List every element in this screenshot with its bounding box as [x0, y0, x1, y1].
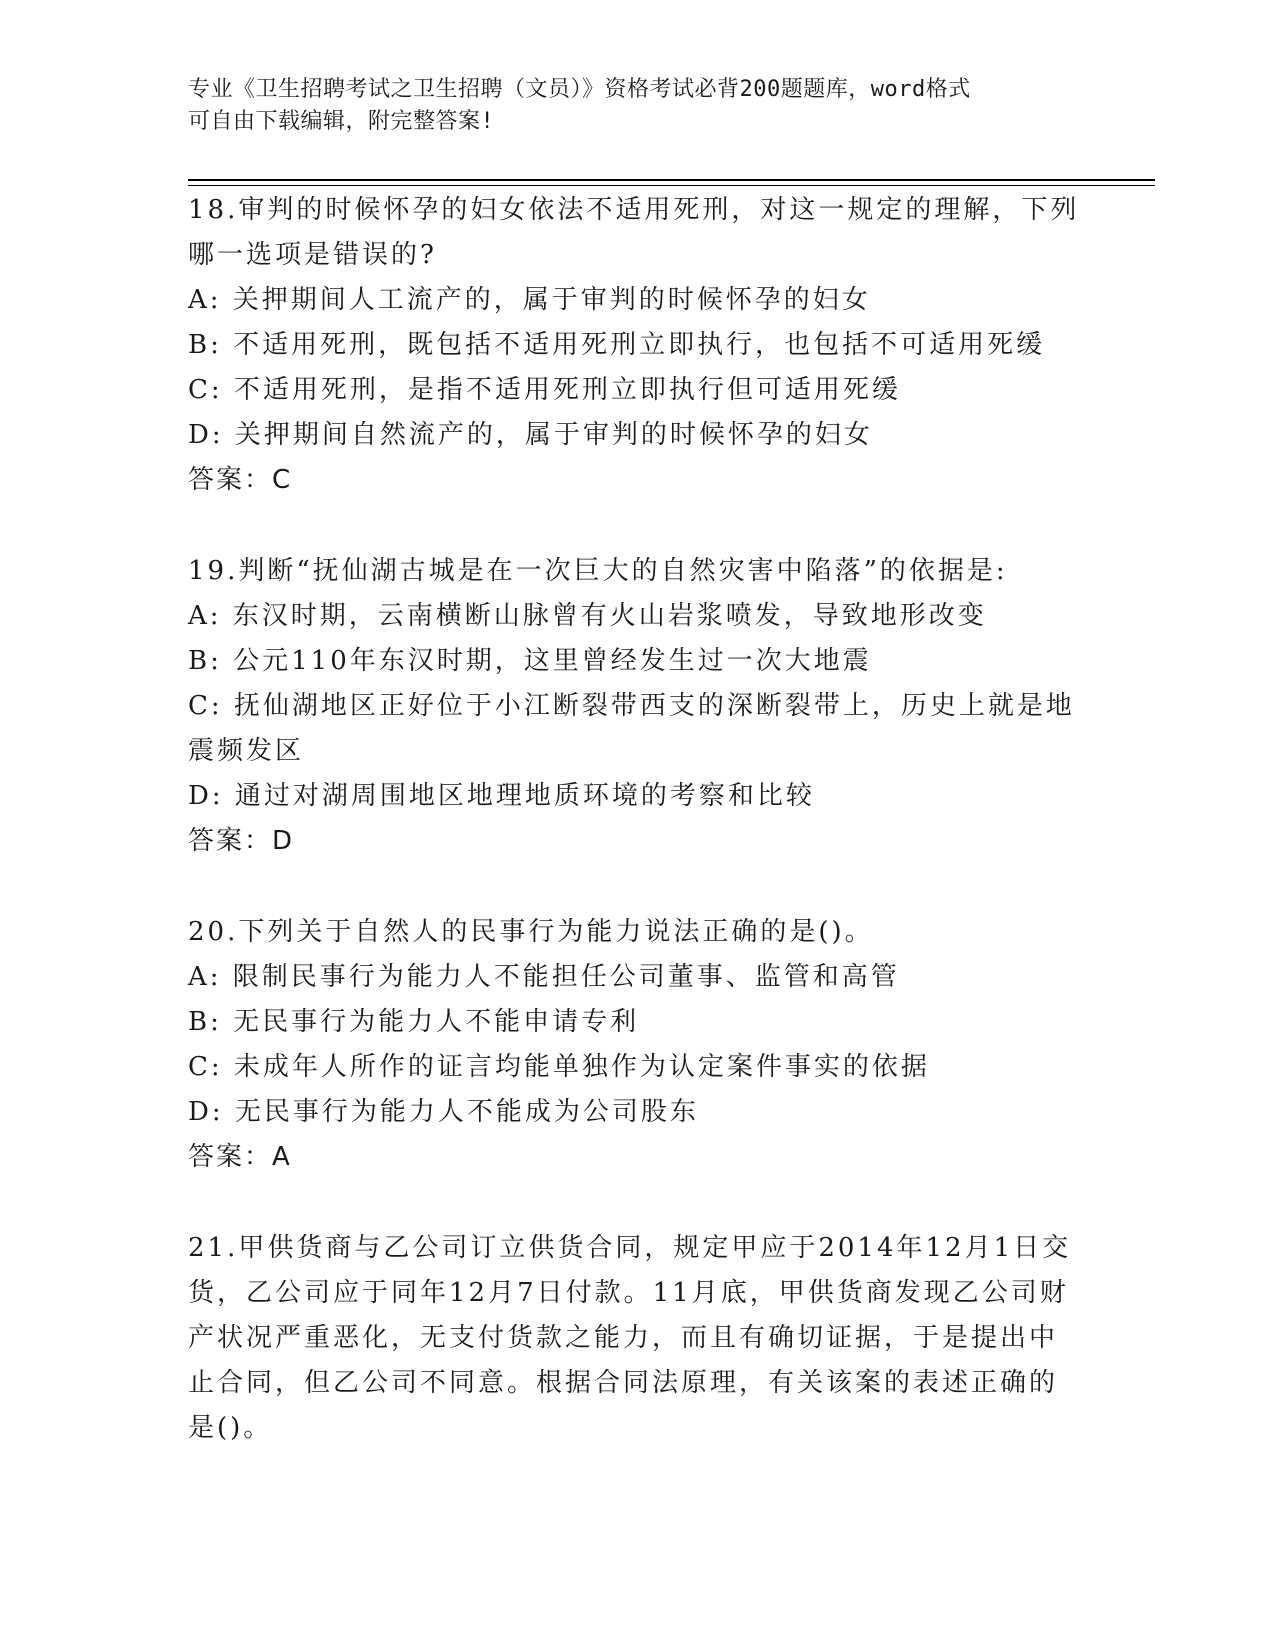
question-stem-line: 货，乙公司应于同年12月7日付款。11月底，甲供货商发现乙公司财 — [188, 1278, 1069, 1308]
question-block — [188, 549, 1088, 864]
question-stem-line: 18.审判的时候怀孕的妇女依法不适用死刑，对这一规定的理解，下列 — [188, 195, 1080, 225]
option-line: D: 关押期间自然流产的，属于审判的时候怀孕的妇女 — [188, 420, 873, 450]
option-line: C: 抚仙湖地区正好位于小江断裂带西支的深断裂带上，历史上就是地 — [188, 691, 1075, 721]
option-line: A: 关押期间人工流产的，属于审判的时候怀孕的妇女 — [188, 285, 871, 315]
option-line: B: 无民事行为能力人不能申请专利 — [188, 1007, 640, 1037]
question-stem-line: 止合同，但乙公司不同意。根据合同法原理，有关该案的表述正确的 — [188, 1368, 1059, 1398]
question-stem-line: 产状况严重恶化，无支付货款之能力，而且有确切证据，于是提出中 — [188, 1323, 1059, 1353]
option-line: D: 通过对湖周围地区地理地质环境的考察和比较 — [188, 781, 815, 811]
question-block — [188, 910, 1088, 1180]
question-stem-line: 哪一选项是错误的? — [188, 240, 437, 270]
question-block — [188, 188, 1088, 503]
header-divider-thin — [188, 185, 1155, 186]
question-stem-line: 19.判断“抚仙湖古城是在一次巨大的自然灾害中陷落”的依据是: — [188, 556, 1008, 586]
question-stem-line: 21.甲供货商与乙公司订立供货合同，规定甲应于2014年12月1日交 — [188, 1233, 1072, 1263]
header-line-1: 专业《卫生招聘考试之卫生招聘（文员）》资格考试必背200题题库，word格式 — [188, 77, 971, 102]
option-line: D: 无民事行为能力人不能成为公司股东 — [188, 1097, 699, 1127]
question-stem-line: 是()。 — [188, 1413, 273, 1443]
answer-line: 答案：D — [188, 826, 295, 856]
option-line: 震频发区 — [188, 736, 305, 766]
option-line: A: 限制民事行为能力人不能担任公司董事、监管和高管 — [188, 962, 900, 992]
document-header — [188, 74, 1068, 138]
option-line: A: 东汉时期，云南横断山脉曾有火山岩浆喷发，导致地形改变 — [188, 601, 987, 631]
option-line: B: 公元110年东汉时期，这里曾经发生过一次大地震 — [188, 646, 872, 676]
question-block — [188, 1226, 1088, 1451]
header-line-2: 可自由下载编辑，附完整答案! — [188, 109, 495, 134]
answer-line: 答案：A — [188, 1142, 292, 1172]
answer-line: 答案：C — [188, 465, 293, 495]
option-line: C: 不适用死刑，是指不适用死刑立即执行但可适用死缓 — [188, 375, 901, 405]
header-divider-thick — [188, 179, 1155, 181]
option-line: C: 未成年人所作的证言均能单独作为认定案件事实的依据 — [188, 1052, 930, 1082]
question-list — [188, 188, 1088, 1497]
option-line: B: 不适用死刑，既包括不适用死刑立即执行，也包括不可适用死缓 — [188, 330, 1046, 360]
question-stem-line: 20.下列关于自然人的民事行为能力说法正确的是()。 — [188, 917, 874, 947]
